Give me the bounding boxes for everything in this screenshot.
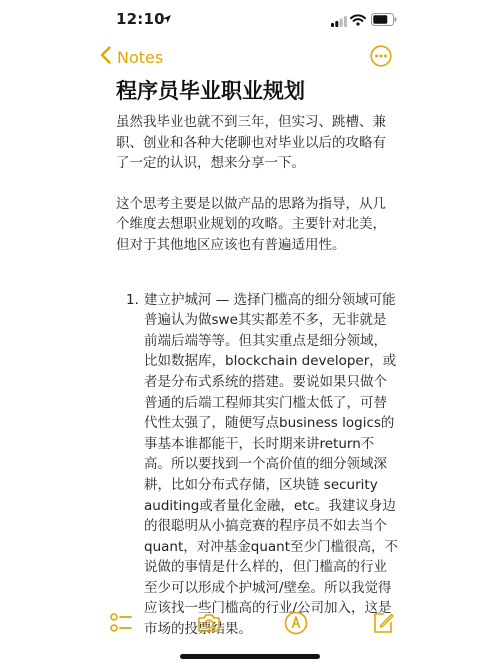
list-item — [116, 290, 398, 640]
note-title: 程序员毕业职业规划 — [116, 79, 305, 103]
cellular-signal-icon — [331, 12, 347, 31]
back-label: Notes — [117, 47, 164, 67]
list-item-text: 建立护城河 — 选择门槛高的细分领域可能普遍认为做swe其实都差不多，无非就是前端后端等等。但其实重点是细分领域，比如数据库，blockchain developer，或者是分布式系统的搭建。要说如果只做个普通的后端工程师其实门槛太低了，可替代性太强了，随便写点business logics的事基本谁都能干，长时期来讲return不高。所以要找到一个高价值的细分领域深耕，比如分布式存储，区块链 security auditing或者量化金融，etc。我建议身边的很聪明从小搞竞赛的程序员不如去当个quant，对冲基金quant至少门槛很高，不说做的事情是什么样的，但门槛高的行业至少可以形成个护城河/壁垒。所以我觉得应该找一些门槛高的行业/公司加入，这是市场的投票结果。 — [144, 291, 398, 638]
note-body[interactable] — [116, 76, 398, 640]
back-button[interactable] — [100, 46, 163, 68]
home-indicator[interactable] — [180, 654, 320, 659]
markup-pen-icon[interactable] — [283, 610, 309, 636]
list-number: 1. — [126, 291, 139, 308]
compose-icon[interactable] — [370, 610, 396, 636]
chevron-left-icon — [100, 46, 111, 68]
note-paragraph: 虽然我毕业也就不到三年，但实习、跳槽、兼职、创业和各种大佬聊也对毕业以后的攻略有了一定的认识，想来分享一下。 — [116, 114, 386, 172]
nav-bar — [0, 38, 500, 74]
location-arrow-icon — [162, 9, 172, 28]
checklist-icon[interactable] — [108, 610, 134, 636]
more-circle-icon[interactable] — [370, 45, 392, 67]
camera-icon[interactable] — [196, 610, 222, 636]
bottom-toolbar — [0, 606, 500, 640]
battery-icon — [371, 11, 397, 30]
status-time: 12:10 — [116, 10, 165, 28]
wifi-icon — [350, 11, 366, 30]
status-bar — [0, 0, 500, 36]
note-paragraph: 这个思考主要是以做产品的思路为指导，从几个维度去想职业规划的攻略。主要针对北美，但对于其他地区应该也有普遍适用性。 — [116, 195, 386, 253]
